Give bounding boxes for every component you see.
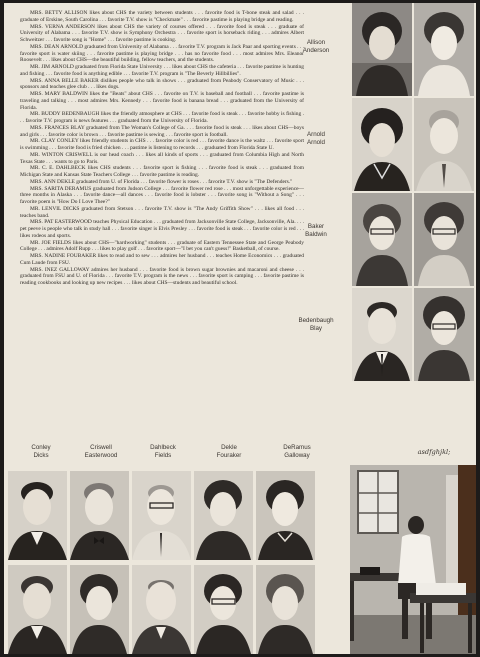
caption-col-3: Dahlbeck Fields <box>150 444 176 460</box>
bio-blay: MRS. FRANCES BLAY graduated from The Woman's College of Ga. . . . favorite food is steak . . . likes about CHS—boys and girls . . . favorite color is brown . . . favorite pastime is sewing . . . favorite sport is football. <box>20 124 304 138</box>
portrait-photo <box>8 565 67 654</box>
portrait-photo <box>414 193 474 286</box>
bio-dahlbeck: MR. C. E. DAHLBECK likes CHS students . . . favorite sport is fishing . . . favorite food is steak . . . graduated from Michigan State and Kansas State Teachers College . . . favorite pastime is reading. <box>20 165 304 178</box>
bio-baker: MRS. ANNA BELLE BAKER dislikes people who talk in shows . . . graduated from Peabody Conservatory of Music . . . sponsors and teaches glee club . . . likes dogs. <box>20 77 304 91</box>
portrait-photo <box>194 471 253 560</box>
portrait-grid <box>8 471 348 654</box>
portrait-photo <box>352 288 412 381</box>
portrait-photo <box>70 565 129 654</box>
portrait-photo <box>352 3 412 96</box>
portrait-photo <box>70 471 129 560</box>
yearbook-page <box>4 3 476 654</box>
portrait-photo <box>256 471 315 560</box>
portrait-pair-4 <box>352 288 476 381</box>
portrait-pair-1 <box>352 3 476 96</box>
portrait-photo <box>194 565 253 654</box>
portrait-photo <box>414 3 474 96</box>
portrait-photo <box>132 565 191 654</box>
bio-dicks: MR. LENVIL DICKS graduated from Stetson . . . favorite T.V. show is "The Andy Griffith Show" . . . likes all food . . . teaches band. <box>20 205 304 219</box>
caption-col-4: Dekle Fouraker <box>216 444 242 460</box>
bio-criswell: MR. WINTON CRISWELL is our head coach . . . likes all kinds of sports . . . graduated from Columbia High and North Texas State . . . wants to go to Paris. <box>20 151 304 165</box>
bio-baldwin: MRS. MARY BALDWIN likes the "Beats" about CHS . . . favorite on T.V. is baseball and football . . . favorite pastime is traveling and talking . . . most admires Mrs. Kennedy . . . favorite food is banana bread . . . graduated from the University of Florida. <box>20 91 304 111</box>
portrait-photo <box>414 288 474 381</box>
portrait-pair-3 <box>352 193 476 286</box>
bio-deramus: MRS. SARITA DERAMUS graduated from Judson College . . . favorite flower red rose . . . most unforgettable experience—three months in Alaska . . . favorite dance—all dances . . . favorite food is lobster . . . favorite song is "Without a Song" . . . favorite poem is "How Do I Love Thee?" <box>20 185 304 205</box>
bio-fields: MR. JOE FIELDS likes about CHS—"hardworking" students . . . graduate of Eastern Tennessee State and George Peabody College . . . admires Adolf Rupp . . . likes to play golf . . . favorite sport—"I bet you can't guess!" Basketball, of course. <box>20 239 304 253</box>
typing-office-photo <box>350 465 476 654</box>
bio-allison: MRS. BETTY ALLISON likes about CHS the variety between students . . . favorite food is T-bone steak and salad . . . graduate of Erskine, South Carolina . . . favorite T.V. show is "Checkmate" . . . favorite pastime is playing bridge and reading. <box>20 10 304 23</box>
portrait-pair-2 <box>352 98 476 191</box>
bio-fouraker: MRS. NADINE FOUBAKER likes to read and to sew . . . admires her husband . . . teaches Home Economics . . . graduated Cum Laude from FSU. <box>20 253 304 266</box>
portrait-photo <box>256 565 315 654</box>
typewriter-caption: asdfghjkl; <box>417 448 451 456</box>
portrait-photo <box>132 471 191 560</box>
caption-col-5: DeRamus Galloway <box>283 444 311 460</box>
bio-dekle: MRS. ANN DEKLE graduated from U. of Florida . . . favorite flower is roses . . . favorite T.V. show is "The Defenders." <box>30 178 293 185</box>
caption-col-1: Conley Dicks <box>31 444 51 460</box>
portrait-photo <box>414 98 474 191</box>
bio-conley: MR. CLAY CONLEY likes friendly students in CHS . . . favorite color is red . . . favorite dance is the waltz . . . favorite sport is swimming . . . favorite food is fried chicken . . . pastime is listening to records . . . graduated from Florida State U. <box>20 138 304 151</box>
portrait-photo <box>352 98 412 191</box>
bio-galloway: MRS. INEZ GALLOWAY admires her husband . . . favorite food is brown sugar brownies and macaroni and cheese . . . graduated from FSU and U. of Florida . . . favorite T.V. program is the news . . . favorite sport is camping . . . favorite pastime is reading cookbooks and looking up new recipes . . . likes about CHS—students and beautiful school. <box>20 266 304 286</box>
portrait-label-4: Bedenbaugh Blay <box>298 317 334 332</box>
caption-col-2: Criswell Easterwood <box>84 444 118 460</box>
bio-easterwood: MRS. PAT EASTERWOOD teaches Physical Education . . . graduated from Jacksonville State College, Jacksonville, Ala. . . . pet peeve is people who talk in study hall . . . favorite singer is Elvis Presley . . . favorite food is steak . . . favorite color is red . . . likes rodeos and sports. <box>20 219 304 239</box>
faculty-bios <box>20 10 304 438</box>
portrait-photo <box>8 471 67 560</box>
bio-dean-arnold: MRS. DEAN ARNOLD graduated from University of Alabama . . . favorite T.V. program is Jack Paar and sporting events . . . favorite sport is water skiing . . . favorite pastime is playing bridge . . . has no favorite food . . . most admires Mrs. Eleanor Roosevelt . . . likes about CHS—the beautiful building, fellow teachers, and the students. <box>20 43 304 64</box>
bio-jim-arnold: MR. JIM ARNOLD graduated from Florida State University . . . likes about CHS the cafeteria . . . favorite pastime is hunting and fishing . . . favorite food is anything edible . . . favorite T.V. program is "The Beverly Hillbillies". <box>20 64 304 77</box>
portrait-photo <box>352 193 412 286</box>
portrait-label-3: Baker Baldwin <box>305 223 327 238</box>
bio-anderson: MRS. VERNA ANDERSON likes about CHS the variety of courses offered . . . favorite food is steak . . . graduate of University of Alabama . . . favorite T.V. show is Symphony Orchestra . . . favorite sport is horseback riding . . . admires Albert Schweitzer . . . favorite song is "Home" . . . favorite pastime is cooking. <box>20 23 304 43</box>
portrait-label-2: Arnold Arnold <box>307 131 325 146</box>
bio-bedenbaugh: MR. BUDDY BEDENBAUGH likes the friendly atmosphere at CHS . . . favorite food is steak . . . favorite hobby is fishing . . . favorite T.V. program is news features . . . graduated from the University of Florida. <box>20 111 304 124</box>
portrait-label-1: Allison Anderson <box>302 39 330 54</box>
